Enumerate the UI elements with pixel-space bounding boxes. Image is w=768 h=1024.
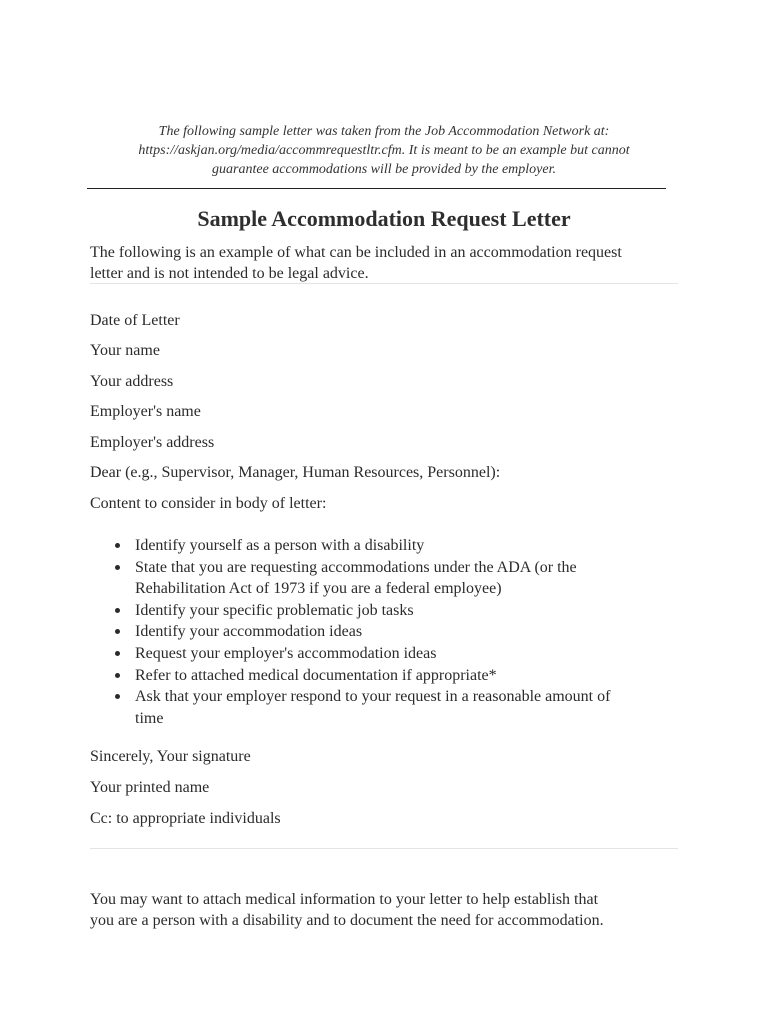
list-item-text: Rehabilitation Act of 1973 if you are a federal employee) [135,580,502,598]
bullet-dot-icon [115,608,120,613]
bullet-dot-icon [115,673,120,678]
list-item-text: Identify your specific problematic job tasks [135,601,414,619]
closing-note [90,889,710,931]
list-item [90,643,690,665]
list-item-text: time [135,709,164,727]
employer-name: Employer's name [90,403,201,420]
list-item-text: Identify yourself as a person with a disability [135,537,425,554]
list-item [90,535,690,557]
closing-note-line: you are a person with a disability and to document the need for accommodation. [90,912,604,929]
list-item [90,665,690,687]
bullet-dot-icon [115,629,120,634]
list-item-text: Request your employer's accommodation ideas [135,644,437,662]
closing-note-line: You may want to attach medical information to your letter to help establish that [90,891,599,908]
intro-line: letter and is not intended to be legal advice. [90,265,369,282]
document-title: Sample Accommodation Request Letter [197,206,571,231]
source-note-line: The following sample letter was taken from the Job Accommodation Network at: [158,124,610,139]
cc-line: Cc: to appropriate individuals [90,810,281,827]
employer-address: Employer's address [90,434,215,451]
your-address: Your address [90,373,174,390]
sincerely-signature: Sincerely, Your signature [90,748,251,765]
source-note [100,122,668,179]
list-item-text: Ask that your employer respond to your request in a reasonable amount of [135,688,611,706]
date-of-letter: Date of Letter [90,312,180,329]
your-name: Your name [90,342,160,359]
content-heading: Content to consider in body of letter: [90,495,327,512]
header-divider [87,188,666,189]
section-divider [90,848,678,849]
bullet-dot-icon [115,694,120,699]
source-note-line: guarantee accommodations will be provided by the employer. [212,162,556,177]
list-item [90,557,690,600]
section-divider [90,283,678,284]
list-item-text: Identify your accommodation ideas [135,623,363,641]
list-item [90,686,690,729]
content-bullet-list [90,535,690,729]
bullet-dot-icon [115,543,120,548]
list-item [90,621,690,643]
intro-paragraph [90,242,690,284]
list-item-text: Refer to attached medical documentation if appropriate* [135,666,497,684]
source-note-line: https://askjan.org/media/accommrequestltr.cfm. It is meant to be an example but cannot [138,143,630,158]
bullet-dot-icon [115,565,120,570]
bullet-dot-icon [115,651,120,656]
list-item-text: State that you are requesting accommodations under the ADA (or the [135,558,577,576]
intro-line: The following is an example of what can be included in an accommodation request [90,244,622,261]
salutation: Dear (e.g., Supervisor, Manager, Human Resources, Personnel): [90,464,501,481]
printed-name: Your printed name [90,779,210,796]
list-item [90,600,690,622]
